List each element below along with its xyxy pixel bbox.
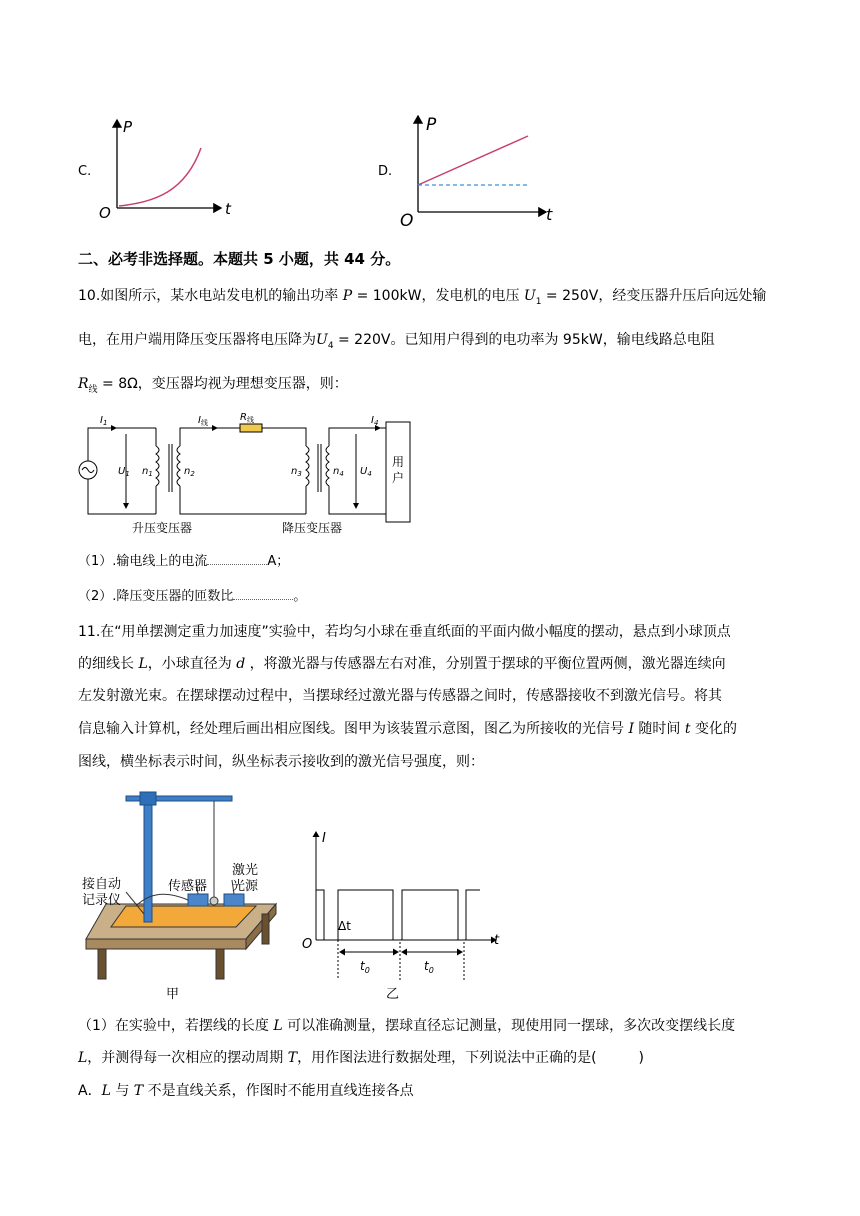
- option-c-label: C.: [78, 164, 92, 179]
- table-leg: [262, 914, 269, 944]
- label-i4: $I_4$: [371, 415, 379, 427]
- d-line: [418, 136, 528, 185]
- q10-line-1: [78, 286, 766, 312]
- stand-pole: [144, 796, 152, 922]
- q11-var-d: d: [236, 656, 246, 672]
- pendulum-ball: [210, 897, 218, 905]
- label-step-up: 升压变压器: [132, 521, 193, 535]
- table-leg: [98, 949, 106, 979]
- q11-text: ，并测得每一次相应的摆动周期: [87, 1050, 288, 1066]
- q10-var-u4: U: [316, 332, 328, 348]
- label-recorder-1: 接自动: [82, 877, 122, 892]
- q10-text: = 220V。已知用户得到的电功率为 95kW，输电线路总电阻: [333, 332, 715, 348]
- q11-var-l: L: [273, 1018, 283, 1034]
- caption-jia: 甲: [166, 987, 180, 1002]
- q10-text: 10.如图所示，某水电站发电机的输出功率: [78, 288, 343, 304]
- q10-var-u1-sub: 1: [535, 296, 542, 307]
- q10-sub-2: [78, 587, 306, 607]
- label-laser-2: 光源: [232, 879, 259, 894]
- q11-text: 的细线长: [78, 656, 139, 672]
- q10-var-r: R: [78, 376, 89, 392]
- board: [111, 906, 256, 927]
- q10-sub2-end: 。: [293, 589, 307, 604]
- q11-text: 变化的: [690, 721, 737, 737]
- q11-var-l: L: [138, 656, 148, 672]
- signal-x-label: t: [494, 933, 500, 948]
- d-origin-label: O: [400, 211, 414, 230]
- q11-apparatus-figure: [76, 784, 286, 1004]
- q10-sub1-unit: A；: [267, 554, 290, 569]
- c-x-label: t: [225, 200, 231, 218]
- q11-text: 可以准确测量，摆球直径忘记测量，现使用同一摆球，多次改变摆线长度: [282, 1018, 736, 1034]
- q10-sub1-text: （1）.输电线上的电流: [78, 554, 208, 569]
- q10-var-u1: U: [523, 288, 536, 304]
- option-d-label: D.: [378, 164, 393, 179]
- caption-yi: 乙: [386, 987, 400, 1002]
- q11-line-3: 左发射激光束。在摆球摆动过程中，当摆球经过激光器与传感器之间时，传感器接收不到激光信号。将其: [78, 688, 722, 704]
- q10-sub2-text: （2）.降压变压器的匝数比: [78, 589, 234, 604]
- label-u4: $U_4$: [360, 466, 372, 478]
- q10-circuit-diagram: [76, 410, 416, 540]
- label-user-1: 用: [392, 455, 405, 469]
- q11-var-t: T: [287, 1050, 298, 1066]
- coil-n2: [177, 446, 180, 486]
- q11-var-i: I: [628, 721, 634, 737]
- label-user-2: 户: [392, 471, 405, 485]
- label-i-line: $I_线$: [198, 415, 208, 427]
- resistor-r-line: [240, 424, 262, 432]
- d-x-label: t: [546, 205, 553, 224]
- q10-text: = 100kW，发电机的电压: [352, 288, 524, 304]
- q11-text: ，将激光器与传感器左右对准，分别置于摆球的平衡位置两侧，激光器连续向: [245, 656, 726, 672]
- q10-text: = 8Ω，变压器均视为理想变压器，则：: [97, 376, 348, 392]
- q11-text: （1）在实验中，若摆线的长度: [78, 1018, 274, 1034]
- q11-option-a[interactable]: [78, 1081, 414, 1101]
- label-recorder-2: 记录仪: [82, 893, 122, 908]
- q11-var-l: L: [78, 1050, 88, 1066]
- coil-n4: [326, 446, 329, 486]
- label-n3: $n_3$: [291, 466, 302, 478]
- q11-line-2: [78, 654, 726, 674]
- table-leg: [216, 949, 224, 979]
- label-n2: $n_2$: [184, 466, 195, 478]
- q10-text: = 250V，经变压器升压后向远处输: [541, 288, 767, 304]
- label-laser-1: 激光: [232, 863, 259, 878]
- laser-device: [224, 894, 244, 906]
- option-c-graph: [95, 112, 235, 222]
- label-r-line: $R_线$: [240, 412, 254, 424]
- q11-text: 信息输入计算机，经处理后画出相应图线。图甲为该装置示意图，图乙为所接收的光信号: [78, 721, 629, 737]
- option-a-text: 不是直线关系，作图时不能用直线连接各点: [143, 1083, 414, 1099]
- q11-sub1-line-2: [78, 1048, 644, 1068]
- q11-sub1-line-1: [78, 1016, 735, 1036]
- c-y-label: P: [123, 118, 133, 136]
- q10-text: 电，在用户端用降压变压器将电压降为: [78, 332, 316, 348]
- q10-sub-1: [78, 552, 289, 572]
- q11-text: ，用作图法进行数据处理，下列说法中正确的是( ): [297, 1050, 645, 1066]
- q11-var-t: t: [684, 721, 691, 737]
- q10-var-u4-sub: 4: [327, 340, 334, 351]
- option-a-label: A．: [78, 1083, 102, 1099]
- sensor-device: [188, 894, 208, 906]
- c-origin-label: O: [99, 204, 111, 222]
- coil-n1: [156, 446, 159, 486]
- q11-line-5: 图线，横坐标表示时间，纵坐标表示接收到的激光信号强度，则：: [78, 754, 484, 770]
- signal-y-label: I: [322, 831, 326, 846]
- label-step-down: 降压变压器: [282, 521, 343, 535]
- option-d-graph: [396, 108, 566, 230]
- q11-var-t: T: [133, 1083, 144, 1099]
- q11-signal-graph: [298, 822, 508, 1002]
- q11-var-l: L: [101, 1083, 111, 1099]
- label-n4: $n_4$: [333, 466, 344, 478]
- ac-wave-icon: [82, 468, 94, 473]
- coil-n3: [306, 446, 309, 486]
- q10-sub1-blank[interactable]: [207, 552, 267, 565]
- label-u1: $U_1$: [118, 466, 130, 478]
- wire: [88, 428, 156, 454]
- d-y-label: P: [426, 115, 437, 135]
- label-n1: $n_1$: [142, 466, 153, 478]
- q11-text: 随时间: [633, 721, 685, 737]
- q10-line-2: [78, 330, 715, 356]
- signal-origin-label: O: [302, 937, 313, 952]
- q11-text: 与: [110, 1083, 134, 1099]
- c-curve: [119, 148, 201, 206]
- q10-line-3: [78, 374, 348, 400]
- q10-var-p: P: [342, 288, 353, 304]
- label-dt: Δt: [338, 919, 351, 933]
- q11-text: ，小球直径为: [147, 656, 237, 672]
- q10-sub2-blank[interactable]: [233, 587, 293, 600]
- q10-var-r-sub: 线: [88, 384, 98, 395]
- q11-line-1: 11.在“用单摆测定重力加速度”实验中，若均匀小球在垂直纸面的平面内做小幅度的摆动，悬点到小球顶点: [78, 624, 731, 640]
- wire: [88, 486, 156, 514]
- q11-line-4: [78, 719, 737, 739]
- label-i1: $I_1$: [100, 415, 108, 427]
- label-t0-1: $t_0$: [360, 959, 370, 975]
- label-sensor: 传感器: [168, 879, 208, 894]
- label-t0-2: $t_0$: [424, 959, 434, 975]
- section-heading: 二、必考非选择题。本题共 5 小题，共 44 分。: [78, 250, 401, 268]
